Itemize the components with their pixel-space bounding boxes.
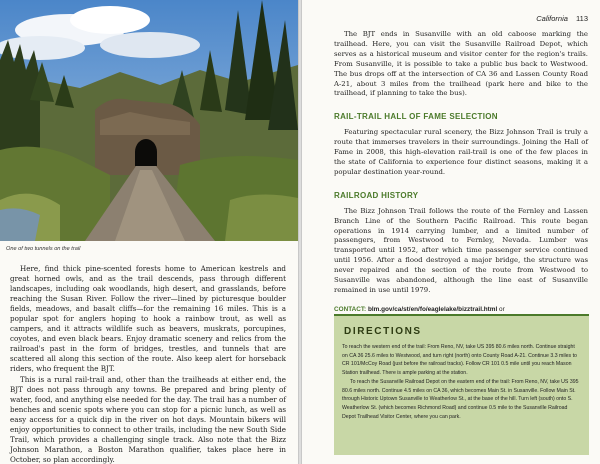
directions-heading: DIRECTIONS	[344, 326, 422, 337]
contact-label: CONTACT:	[334, 305, 367, 313]
hall-of-fame-heading: RAIL-TRAIL HALL OF FAME SELECTION	[334, 112, 498, 122]
running-head	[536, 14, 588, 23]
directions-west: To reach the western end of the trail: From Reno, NV, take US 395 80.6 miles north. Continue straight on CA 36 25.6 miles to Westwood, and turn right (north) onto County Road A-21. Continue 3.3 miles to CR 101/McCoy Road (just before the railroad tracks). Follow CR 101 0.5 mile until you reach Mason Station trailhead. There is ample parking at the station.	[342, 344, 577, 377]
trail-tunnel-illustration	[0, 0, 298, 241]
left-paragraph-1: Here, find thick pine-scented forests home to American kestrels and great horned owls, and as the trail descends, pass through different landscapes, including oak woodlands, high desert, and grasslands, before reaching the Susan River. Follow the river—lined by picturesque boulder fields, meadows, and basalt cliffs—for the remaining 16 miles. This is a popular spot for anglers hoping to hook a rainbow trout, as well as campers, and it attracts wildlife such as beavers, muskrats, porcupines, coyotes, and even black bears. Enjoy dramatic scenery and relics from the railroad's past in the form of bridges, trestles, and tunnels that are scattered all along this section of the route. Also keep alert for horseback riders, who frequent the BJT.	[10, 264, 286, 374]
contact-or: or	[499, 305, 505, 313]
right-page	[302, 0, 600, 464]
intro-paragraph: The BJT ends in Susanville with an old caboose marking the trailhead. Here, you can visit the Susanville Railroad Depot, which serves as a historical museum and visitor center for the region's trails. From Susanville, it is possible to take a public bus back to Westwood. The bus drops off at the intersection of CA 36 and Lassen County Road A-21, about 3 miles from the trailhead (park here and bike to the trailhead, if planning to take the bus).	[334, 30, 588, 98]
railroad-history-text: The Bizz Johnson Trail follows the route of the Fernley and Lassen Branch Line of the Southern Pacific Railroad. This route began operations in 1914 carrying lumber, and a limited number of passengers, from Westwood to Fernley, Nevada. Lumber was transported until 1952, after which time passenger service continued until 1956. After a flood destroyed a major bridge, the structure was never repaired and the section of the route from Westwood to Susanville was abandoned, although the line east of Susanville remained in use until 1979.	[334, 206, 588, 294]
directions-east: To reach the Susanville Railroad Depot on the eastern end of the trail: From Reno, NV, take US 395 80.6 miles north. Continue 4.5 miles on CA 36, which becomes Main St. in Susanville. Follow Main St. through Historic Uptown Susanville to Weatherlow St., at the base of the hill. Turn left (south) onto S. Weatherlow St. (which becomes Richmond Road) and continue 0.5 mile to the Susanville Railroad Depot Trailhead Visitor Center, where you can park.	[342, 378, 579, 420]
directions-box	[334, 314, 589, 455]
running-title: California	[536, 14, 568, 23]
page-number: 113	[576, 14, 588, 23]
hall-of-fame-text: Featuring spectacular rural scenery, the Bizz Johnson Trail is truly a route that immerses travelers in their surroundings. Joining the Hall of Fame in 2008, this high-elevation rail-trail is one of the few places in the state of California to experience four distinct seasons, making it a popular destination year-round.	[334, 128, 588, 176]
left-page	[0, 0, 298, 464]
railroad-history-heading: RAILROAD HISTORY	[334, 190, 419, 200]
right-body-text	[334, 30, 588, 323]
trail-tunnel-photo	[0, 0, 298, 241]
left-paragraph-2: This is a rural rail-trail and, other than the trailheads at either end, the BJT does not pass through any towns. Be prepared and bring plenty of water, food, and anything else needed for the day. The trail has a number of benches and scenic spots where you can stop for a picnic lunch, as well as easy access for a quick dip in the river on hot days. Mountain bikers will enjoy opportunities to connect to other trails, including the new South Side Trail, which provides a challenging single track. Also note that the Bizz Johnson Marathon, a Boston Marathon qualifier, takes place here in October, so plan accordingly.	[10, 374, 286, 464]
photo-caption: One of two tunnels on the trail	[6, 246, 81, 252]
contact-url-blm[interactable]: blm.gov/ca/st/en/fo/eaglelake/bizztrail.html	[367, 305, 498, 313]
left-body-text	[10, 264, 286, 464]
